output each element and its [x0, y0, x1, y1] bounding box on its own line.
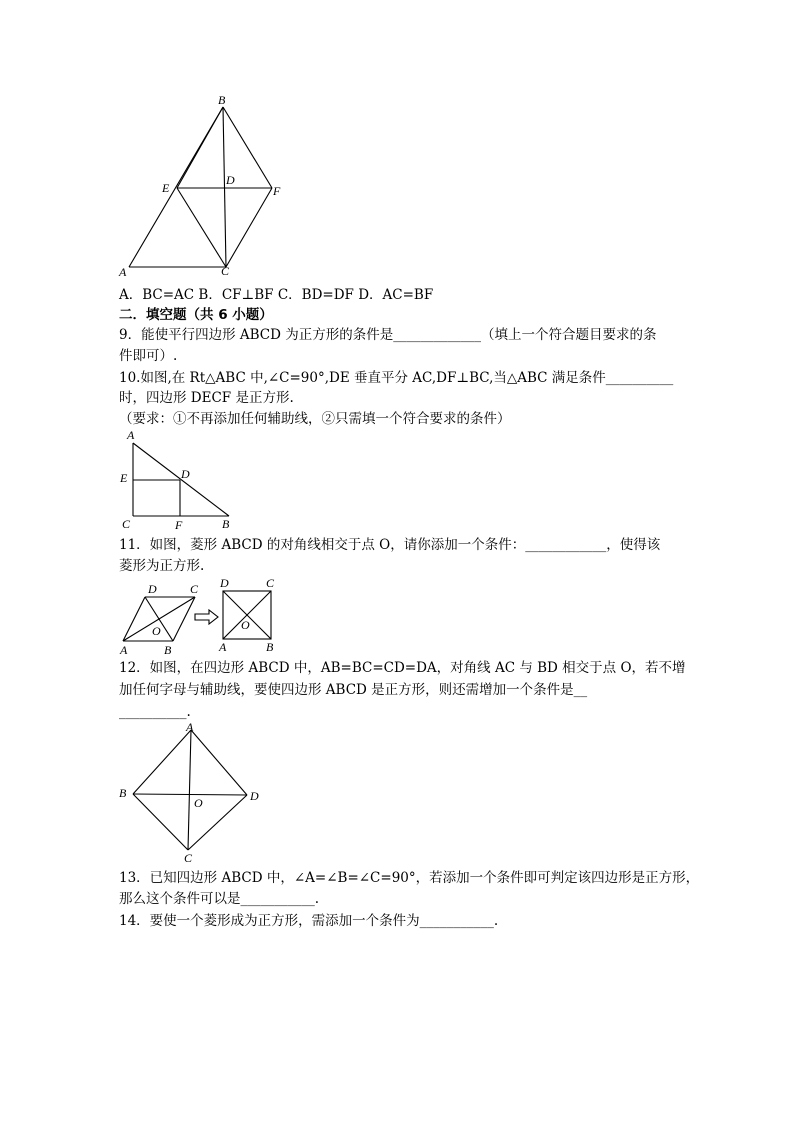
q10-line3: （要求：①不再添加任何辅助线，②只需填一个符合要求的条件）: [119, 411, 511, 427]
q11-rhombus-to-square-figure: [115, 577, 285, 655]
label-A: A: [120, 643, 128, 655]
label-O: O: [194, 796, 203, 810]
label-C: C: [190, 582, 199, 596]
q12-line1: 12．如图，在四边形 ABCD 中，AB=BC=CD=DA，对角线 AC 与 BD 相交于点 O，若不增: [119, 660, 686, 676]
label-D: D: [226, 173, 235, 187]
label-O: O: [152, 624, 161, 638]
label-A: A: [127, 428, 135, 442]
q8-rhombus-figure: [115, 95, 290, 280]
label-B2: B: [266, 640, 274, 654]
label-C: C: [221, 264, 230, 278]
q14-line1: 14．要使一个菱形成为正方形，需添加一个条件为___________.: [119, 913, 499, 929]
label-A: A: [186, 722, 194, 734]
label-B: B: [218, 95, 226, 107]
q12-line3: __________.: [119, 704, 191, 720]
q9-line2: 件即可）.: [119, 348, 178, 364]
label-C2: C: [266, 577, 275, 590]
label-B: B: [119, 786, 127, 800]
label-O2: O: [241, 618, 250, 632]
label-E: E: [120, 471, 128, 485]
label-C: C: [122, 517, 131, 531]
q10-line2: 时，四边形 DECF 是正方形.: [119, 390, 294, 406]
q10-right-triangle-figure: [115, 428, 245, 533]
label-F: F: [175, 518, 183, 532]
label-F: F: [273, 184, 281, 198]
label-E: E: [162, 181, 170, 195]
q10-line1: 10.如图,在 Rt△ABC 中,∠C=90°,DE 垂直平分 AC,DF⊥BC,当△ABC 满足条件__________: [119, 370, 674, 386]
label-D: D: [250, 789, 259, 803]
label-B: B: [164, 643, 172, 655]
q12-rhombus-figure: [115, 722, 270, 864]
label-B: B: [222, 517, 230, 531]
section-title: 二．填空题（共 6 小题）: [119, 307, 273, 323]
label-C: C: [184, 851, 193, 864]
q13-line1: 13．已知四边形 ABCD 中，∠A=∠B=∠C=90°，若添加一个条件即可判定该四边形是正方形，: [119, 870, 700, 886]
q8-options: A．BC=AC B．CF⊥BF C．BD=DF D．AC=BF: [119, 287, 434, 303]
label-A2: A: [219, 640, 227, 654]
q12-line2: 加任何字母与辅助线，要使四边形 ABCD 是正方形，则还需增加一个条件是__: [119, 682, 588, 698]
q9-line1: 9．能使平行四边形 ABCD 为正方形的条件是_____________（填上一个符合题目要求的条: [119, 327, 657, 343]
label-A: A: [119, 265, 127, 279]
label-D: D: [148, 582, 157, 596]
q13-line2: 那么这个条件可以是___________.: [119, 891, 320, 907]
q11-line1: 11．如图，菱形 ABCD 的对角线相交于点 O，请你添加一个条件：____________，使得该: [119, 537, 661, 553]
label-D: D: [181, 467, 190, 481]
q11-line2: 菱形为正方形.: [119, 558, 205, 574]
label-D2: D: [220, 577, 229, 590]
